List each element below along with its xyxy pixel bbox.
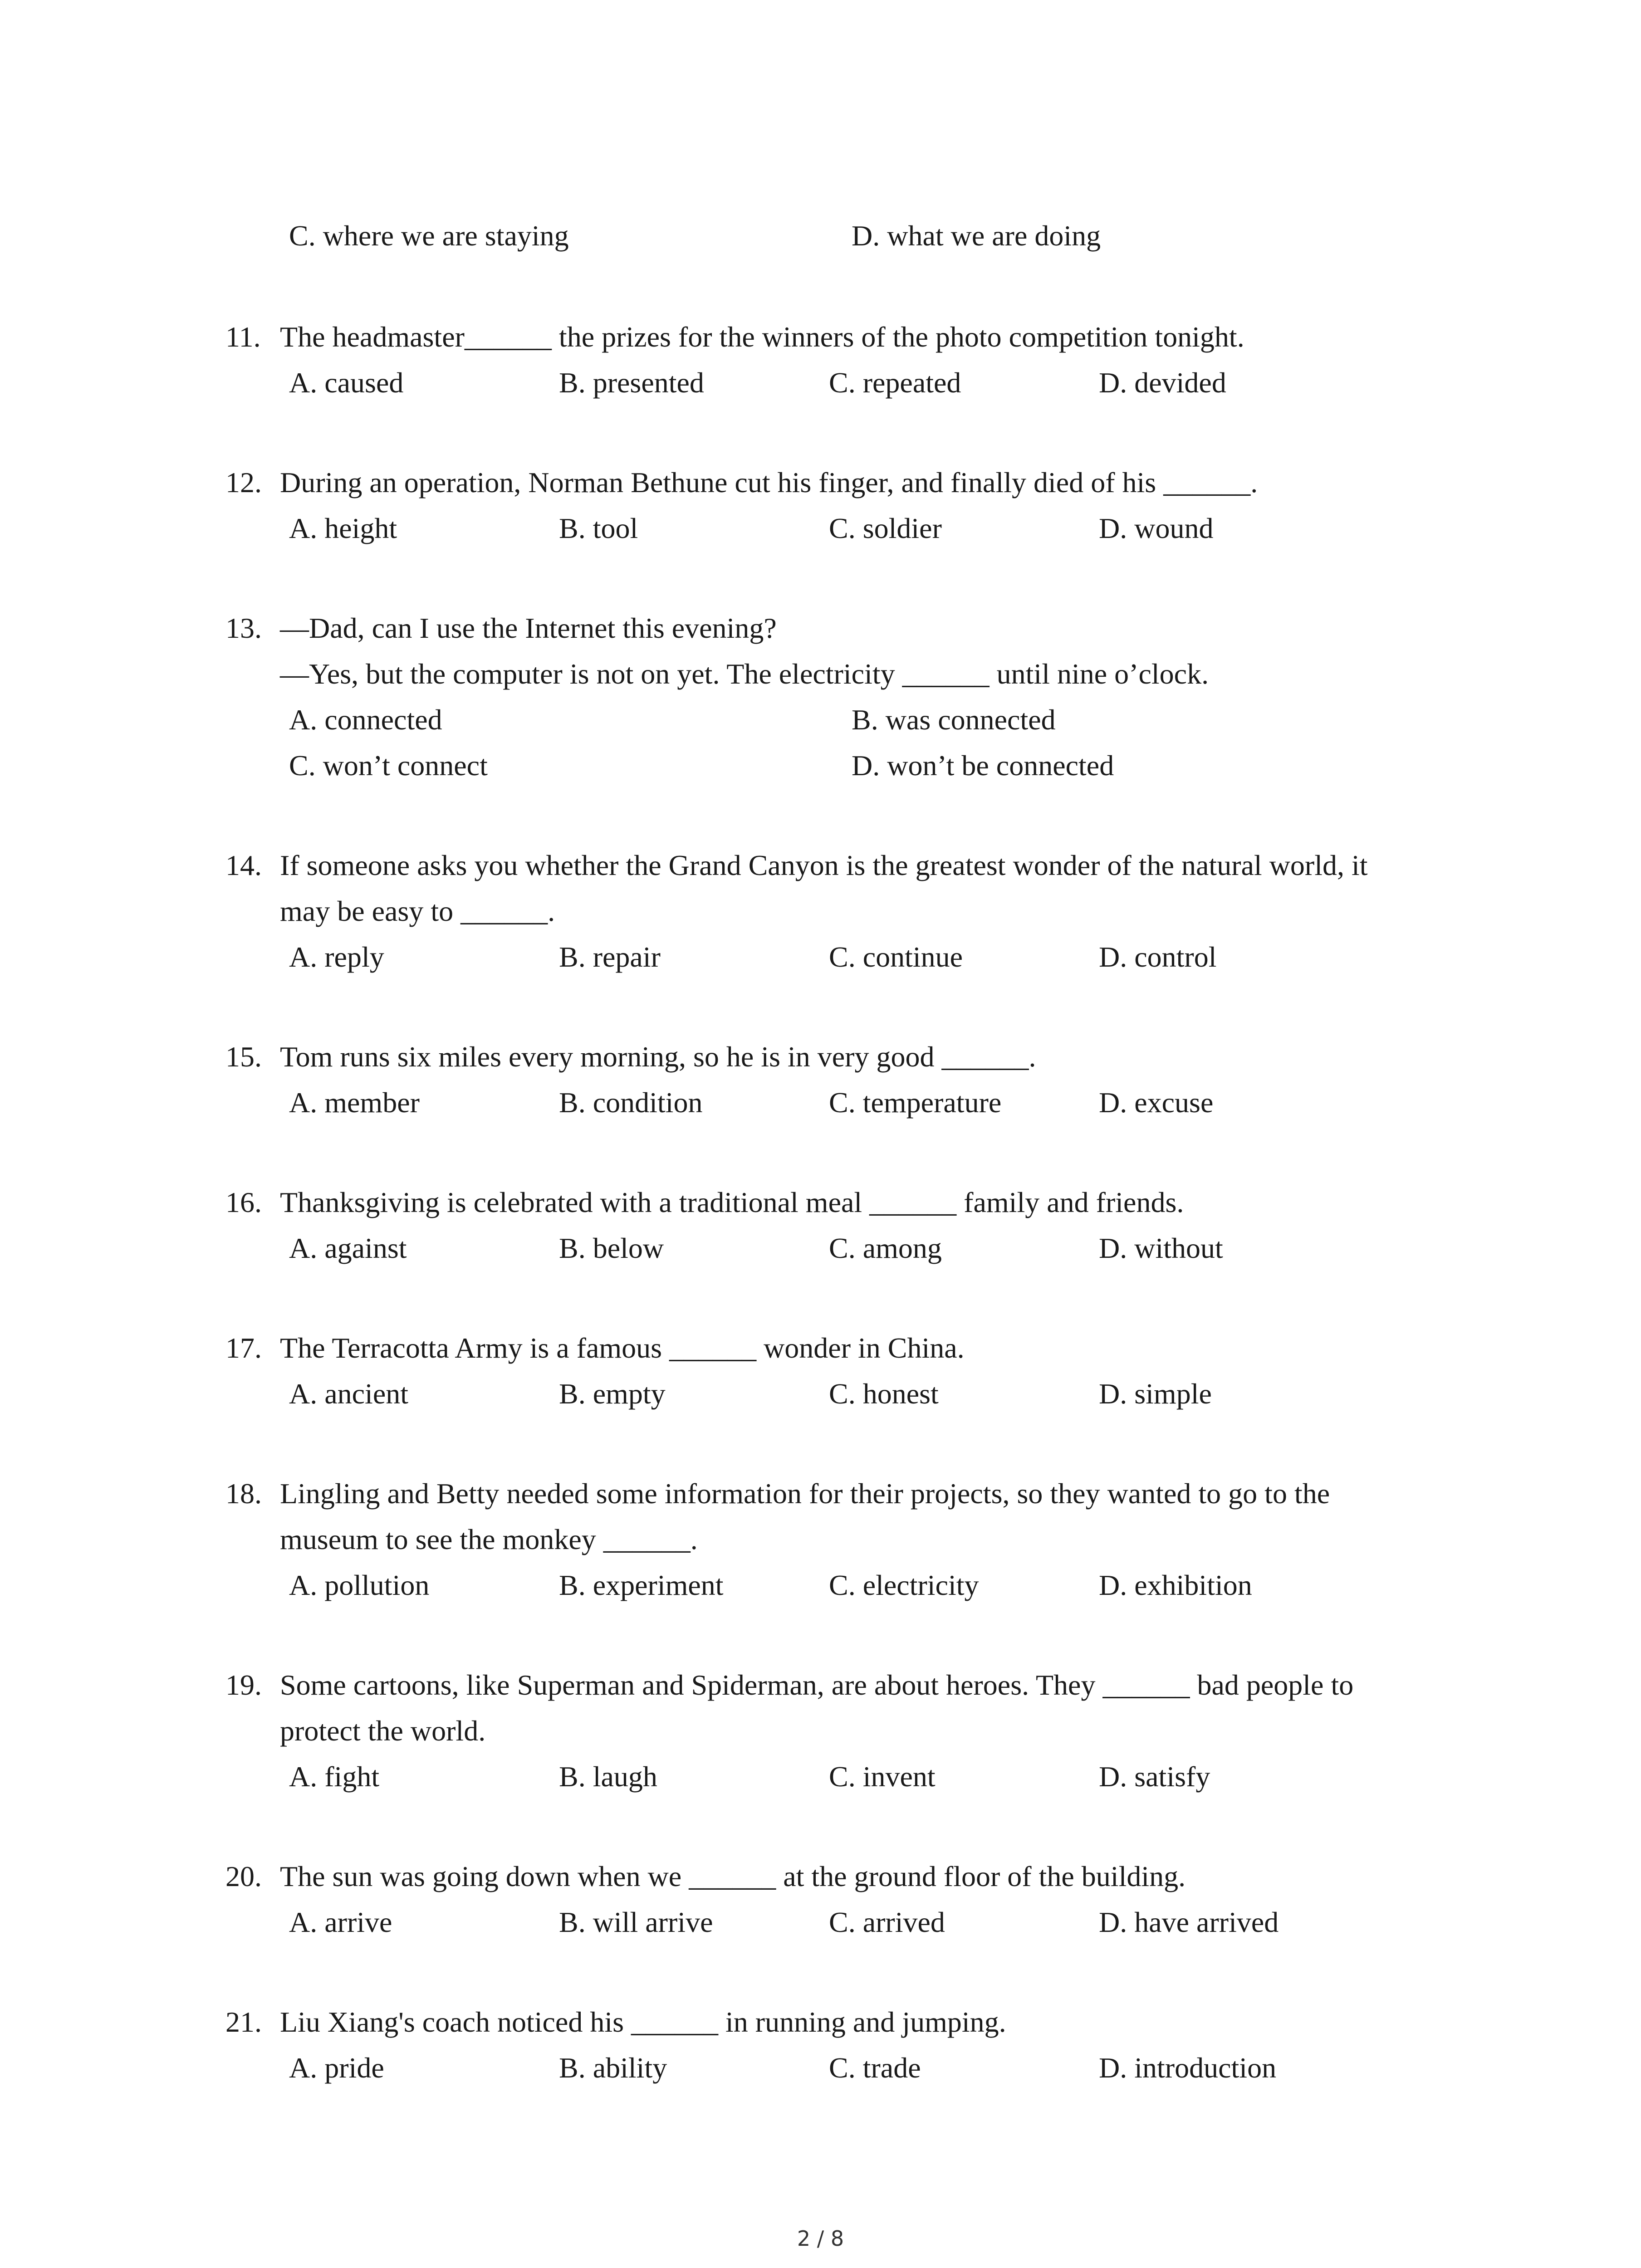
option-d: D. won’t be connected <box>852 749 1114 782</box>
option-a: A. connected <box>289 704 442 736</box>
option-b: B. below <box>559 1232 664 1264</box>
option-a: A. fight <box>289 1760 380 1793</box>
option-b: B. was connected <box>852 704 1056 736</box>
option-a: A. caused <box>289 367 404 399</box>
option-a: A. height <box>289 512 397 544</box>
option-b: B. repair <box>559 941 661 973</box>
question-stem-line-2: museum to see the monkey ______. <box>280 1523 698 1555</box>
question-stem: Liu Xiang's coach noticed his ______ in running and jumping. <box>280 2006 1006 2038</box>
option-c: C. temperature <box>829 1086 1002 1119</box>
question-stem-line-1: If someone asks you whether the Grand Canyon is the greatest wonder of the natural world, it <box>280 849 1368 881</box>
option-b: B. experiment <box>559 1569 724 1601</box>
option-c: C. arrived <box>829 1906 945 1938</box>
question-stem-line-2: may be easy to ______. <box>280 895 555 927</box>
question-number: 17. <box>225 1332 262 1364</box>
option-a: A. member <box>289 1086 420 1119</box>
option-c: C. repeated <box>829 367 961 399</box>
question-number: 19. <box>225 1669 262 1701</box>
question-stem: During an operation, Norman Bethune cut his finger, and finally died of his ______. <box>280 466 1258 499</box>
option-b: B. ability <box>559 2052 667 2084</box>
option-b: B. laugh <box>559 1760 657 1793</box>
q10-option-d: D. what we are doing <box>852 220 1101 252</box>
question-stem-line-2: —Yes, but the computer is not on yet. The electricity ______ until nine o’clock. <box>280 658 1209 690</box>
option-a: A. ancient <box>289 1378 408 1410</box>
question-stem: Thanksgiving is celebrated with a traditional meal ______ family and friends. <box>280 1186 1184 1218</box>
question-stem: Tom runs six miles every morning, so he is in very good ______. <box>280 1041 1036 1073</box>
question-stem: The Terracotta Army is a famous ______ wonder in China. <box>280 1332 965 1364</box>
option-b: B. empty <box>559 1378 666 1410</box>
question-stem-line-1: Lingling and Betty needed some information for their projects, so they wanted to go to the <box>280 1477 1330 1510</box>
option-c: C. won’t connect <box>289 749 488 782</box>
question-stem-line-1: —Dad, can I use the Internet this evening? <box>280 612 777 644</box>
option-c: C. soldier <box>829 512 942 544</box>
option-c: C. electricity <box>829 1569 979 1601</box>
option-d: D. have arrived <box>1099 1906 1279 1938</box>
option-a: A. reply <box>289 941 384 973</box>
option-d: D. control <box>1099 941 1217 973</box>
option-d: D. satisfy <box>1099 1760 1210 1793</box>
page-number: 2 / 8 <box>797 2226 844 2251</box>
question-number: 16. <box>225 1186 262 1218</box>
option-a: A. pollution <box>289 1569 430 1601</box>
option-d: D. devided <box>1099 367 1226 399</box>
question-number: 11. <box>225 321 261 353</box>
option-d: D. wound <box>1099 512 1214 544</box>
option-d: D. introduction <box>1099 2052 1277 2084</box>
question-stem-line-2: protect the world. <box>280 1715 486 1747</box>
option-b: B. tool <box>559 512 638 544</box>
question-number: 15. <box>225 1041 262 1073</box>
option-c: C. trade <box>829 2052 921 2084</box>
option-b: B. will arrive <box>559 1906 713 1938</box>
question-number: 13. <box>225 612 262 644</box>
question-number: 21. <box>225 2006 262 2038</box>
option-d: D. exhibition <box>1099 1569 1252 1601</box>
question-stem: The headmaster______ the prizes for the winners of the photo competition tonight. <box>280 321 1244 353</box>
question-number: 14. <box>225 849 262 881</box>
option-c: C. among <box>829 1232 942 1264</box>
option-c: C. continue <box>829 941 963 973</box>
question-number: 12. <box>225 466 262 499</box>
option-a: A. against <box>289 1232 407 1264</box>
option-d: D. excuse <box>1099 1086 1214 1119</box>
option-d: D. simple <box>1099 1378 1212 1410</box>
question-stem-line-1: Some cartoons, like Superman and Spiderman, are about heroes. They ______ bad people to <box>280 1669 1354 1701</box>
question-stem: The sun was going down when we ______ at the ground floor of the building. <box>280 1860 1186 1892</box>
option-b: B. condition <box>559 1086 703 1119</box>
q10-option-c: C. where we are staying <box>289 220 569 252</box>
option-b: B. presented <box>559 367 704 399</box>
option-c: C. honest <box>829 1378 939 1410</box>
option-c: C. invent <box>829 1760 936 1793</box>
option-a: A. arrive <box>289 1906 392 1938</box>
option-a: A. pride <box>289 2052 384 2084</box>
option-d: D. without <box>1099 1232 1223 1264</box>
question-number: 18. <box>225 1477 262 1510</box>
question-number: 20. <box>225 1860 262 1892</box>
